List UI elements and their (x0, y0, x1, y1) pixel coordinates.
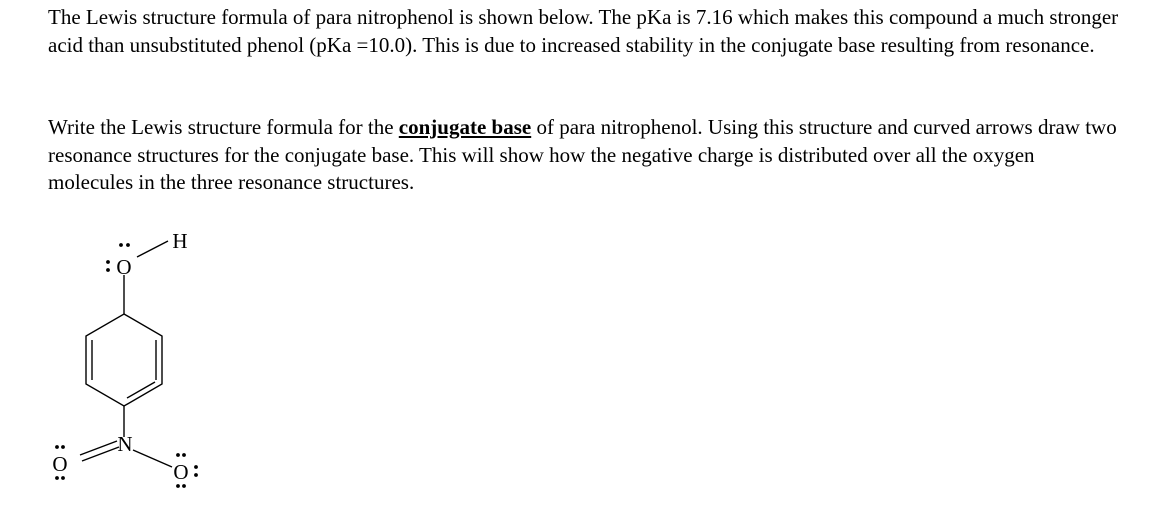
oh-bond (137, 241, 168, 257)
hydroxyl-oxygen (106, 243, 131, 279)
task-paragraph (48, 114, 1123, 197)
nitro-oxygen-right (173, 453, 197, 488)
n-o-double-bond-second (82, 447, 119, 461)
nitrogen-symbol: N (117, 432, 133, 456)
n-o-single-bond (133, 450, 172, 467)
nitro-oxygen-left-symbol: O (52, 452, 68, 476)
para-nitrophenol-lewis-structure (0, 215, 260, 525)
n-o-double-bond (80, 441, 117, 455)
hydrogen-symbol: H (172, 229, 188, 253)
intro-paragraph: The Lewis structure formula of para nitrophenol is shown below. The pKa is 7.16 which makes this compound a much stronger acid than unsubstituted phenol (pKa =10.0). This is due to increased stability in the conjugate base resulting from resonance. (48, 5, 1119, 57)
nitro-oxygen-right-symbol: O (173, 460, 189, 484)
benzene-ring (86, 314, 162, 406)
task-text-before: Write the Lewis structure formula for the (48, 115, 399, 139)
task-text-after: of para nitrophenol. Using this structure and curved arrows draw two resonance structures for the conjugate base. This will show how the negative charge is distributed over all the oxygen molecules in the three resonance structures. (48, 115, 1117, 194)
hydroxyl-oxygen-symbol: O (116, 255, 132, 279)
nitro-oxygen-left (52, 445, 67, 480)
conjugate-base-term: conjugate base (398, 115, 532, 139)
